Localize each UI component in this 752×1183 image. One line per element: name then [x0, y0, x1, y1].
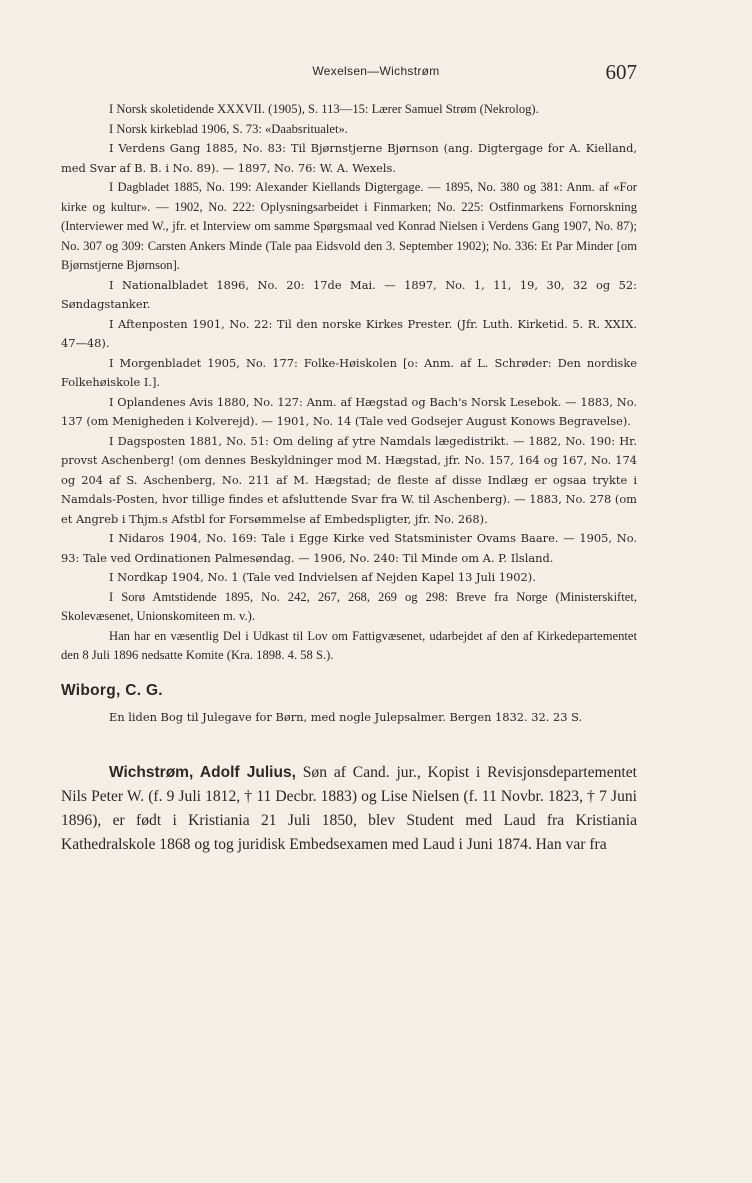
reference-entry: I Aftenposten 1901, No. 22: Til den norske Kirkes Prester. (Jfr. Luth. Kirketid. 5. R. XXIX. 47—48). — [61, 316, 637, 350]
reference-entry: I Norsk skoletidende XXXVII. (1905), S. 113—15: Lærer Samuel Strøm (Nekrolog). — [109, 102, 539, 116]
reference-entry: I Verdens Gang 1885, No. 83: Til Bjørnstjerne Bjørnson (ang. Digtergage for A. Kielland, med Svar af B. B. i No. 89). — 1897, No. 76: W. A. Wexels. — [61, 141, 637, 175]
section-gap — [61, 727, 637, 761]
page-number: 607 — [605, 60, 637, 84]
wiborg-entry-text: En liden Bog til Julegave for Børn, med nogle Julepsalmer. Bergen 1832. 32. 23 S. — [109, 709, 583, 724]
reference-entry: I Norsk kirkeblad 1906, S. 73: «Daabsritualet». — [109, 121, 348, 136]
reference-entry: I Sorø Amtstidende 1895, No. 242, 267, 268, 269 og 298: Breve fra Norge (Ministerskiftet, Skolevæsenet, Unionskomiteen m. v.). — [61, 589, 637, 623]
entry-heading-wichstrom: Wichstrøm, Adolf Julius, — [109, 764, 296, 781]
entry-heading-wiborg: Wiborg, C. G. — [61, 681, 163, 699]
reference-entry: I Dagsposten 1881, No. 51: Om deling af ytre Namdals lægedistrikt. — 1882, No. 190: Hr. provst Aschenberg! (om dennes Beskyldninger mod M. Hægstad, jfr. No. 157, 164 og 167, No. 174 og 204 af S. Aschenberg, No. 211 af M. Hægstad; de fleste af disse Indlæg er ogsaa trykte i Namdals-Posten, hvor tillige findes et afsluttende Svar fra W. til Aschenberg). — 1883, No. 278 (om et Angreb i Thjm.s Afstbl for Forsømmelse af Embedspligter, jfr. No. 268). — [61, 433, 637, 526]
reference-entry: I Nationalbladet 1896, No. 20: 17de Mai. — 1897, No. 1, 11, 19, 30, 32 og 52: Søndagstanker. — [61, 277, 637, 311]
running-header: Wexelsen—Wichstrøm — [312, 64, 440, 78]
reference-entry: I Morgenbladet 1905, No. 177: Folke-Høiskolen [o: Anm. af L. Schrøder: Den nordiske Folkehøiskole I.]. — [61, 355, 637, 389]
reference-entry: I Nordkap 1904, No. 1 (Tale ved Indvielsen af Nejden Kapel 13 Juli 1902). — [109, 570, 536, 584]
section-gap — [61, 666, 637, 682]
wichstrom-entry-text: Søn af Cand. jur., Kopist i Revisjonsdepartementet Nils Peter W. (f. 9 Juli 1812, † 11 Decbr. 1883) og Lise Nielsen (f. 11 Novbr. 1823, † 7 Juni 1896), er født i Kristiania 21 Juli 1850, blev Student med Laud fra Kristiania Kathedralskole 1868 og tog juridisk Embedsexamen med Laud i Juni 1874. Han var fra — [61, 764, 637, 853]
reference-entry: Han har en væsentlig Del i Udkast til Lov om Fattigvæsenet, udarbejdet af den af Kirkedepartementet den 8 Juli 1896 nedsatte Komite (Kra. 1898. 4. 58 S.). — [61, 628, 637, 662]
bibliography-block — [61, 100, 637, 857]
wichstrom-entry — [61, 761, 637, 857]
reference-entry: I Dagbladet 1885, No. 199: Alexander Kiellands Digtergage. — 1895, No. 380 og 381: Anm. af «For kirke og kultur». — 1902, No. 222: Oplysningsarbeidet i Finmarken; No. 225: Ostfinmarkens Fornorskning (Interviewer med W., jfr. et Interview om samme Spørgsmaal ved Konrad Nielsen i Verdens Gang 1907, No. 87); No. 307 og 309: Carsten Ankers Minde (Tale paa Eidsvold den 3. September 1902); No. 336: Et Par Minder [om Bjørnstjerne Bjørnson]. — [61, 180, 637, 272]
reference-entry: I Nidaros 1904, No. 169: Tale i Egge Kirke ved Statsminister Ovams Baare. — 1905, No. 93: Tale ved Ordinationen Palmesøndag. — 1906, No. 240: Til Minde om A. P. Ilsland. — [61, 531, 637, 565]
reference-entry: I Oplandenes Avis 1880, No. 127: Anm. af Hægstad og Bach's Norsk Lesebok. — 1883, No. 137 (om Menigheden i Kolverejd). — 1901, No. 14 (Tale ved Godsejer August Konows Begravelse). — [61, 394, 637, 428]
